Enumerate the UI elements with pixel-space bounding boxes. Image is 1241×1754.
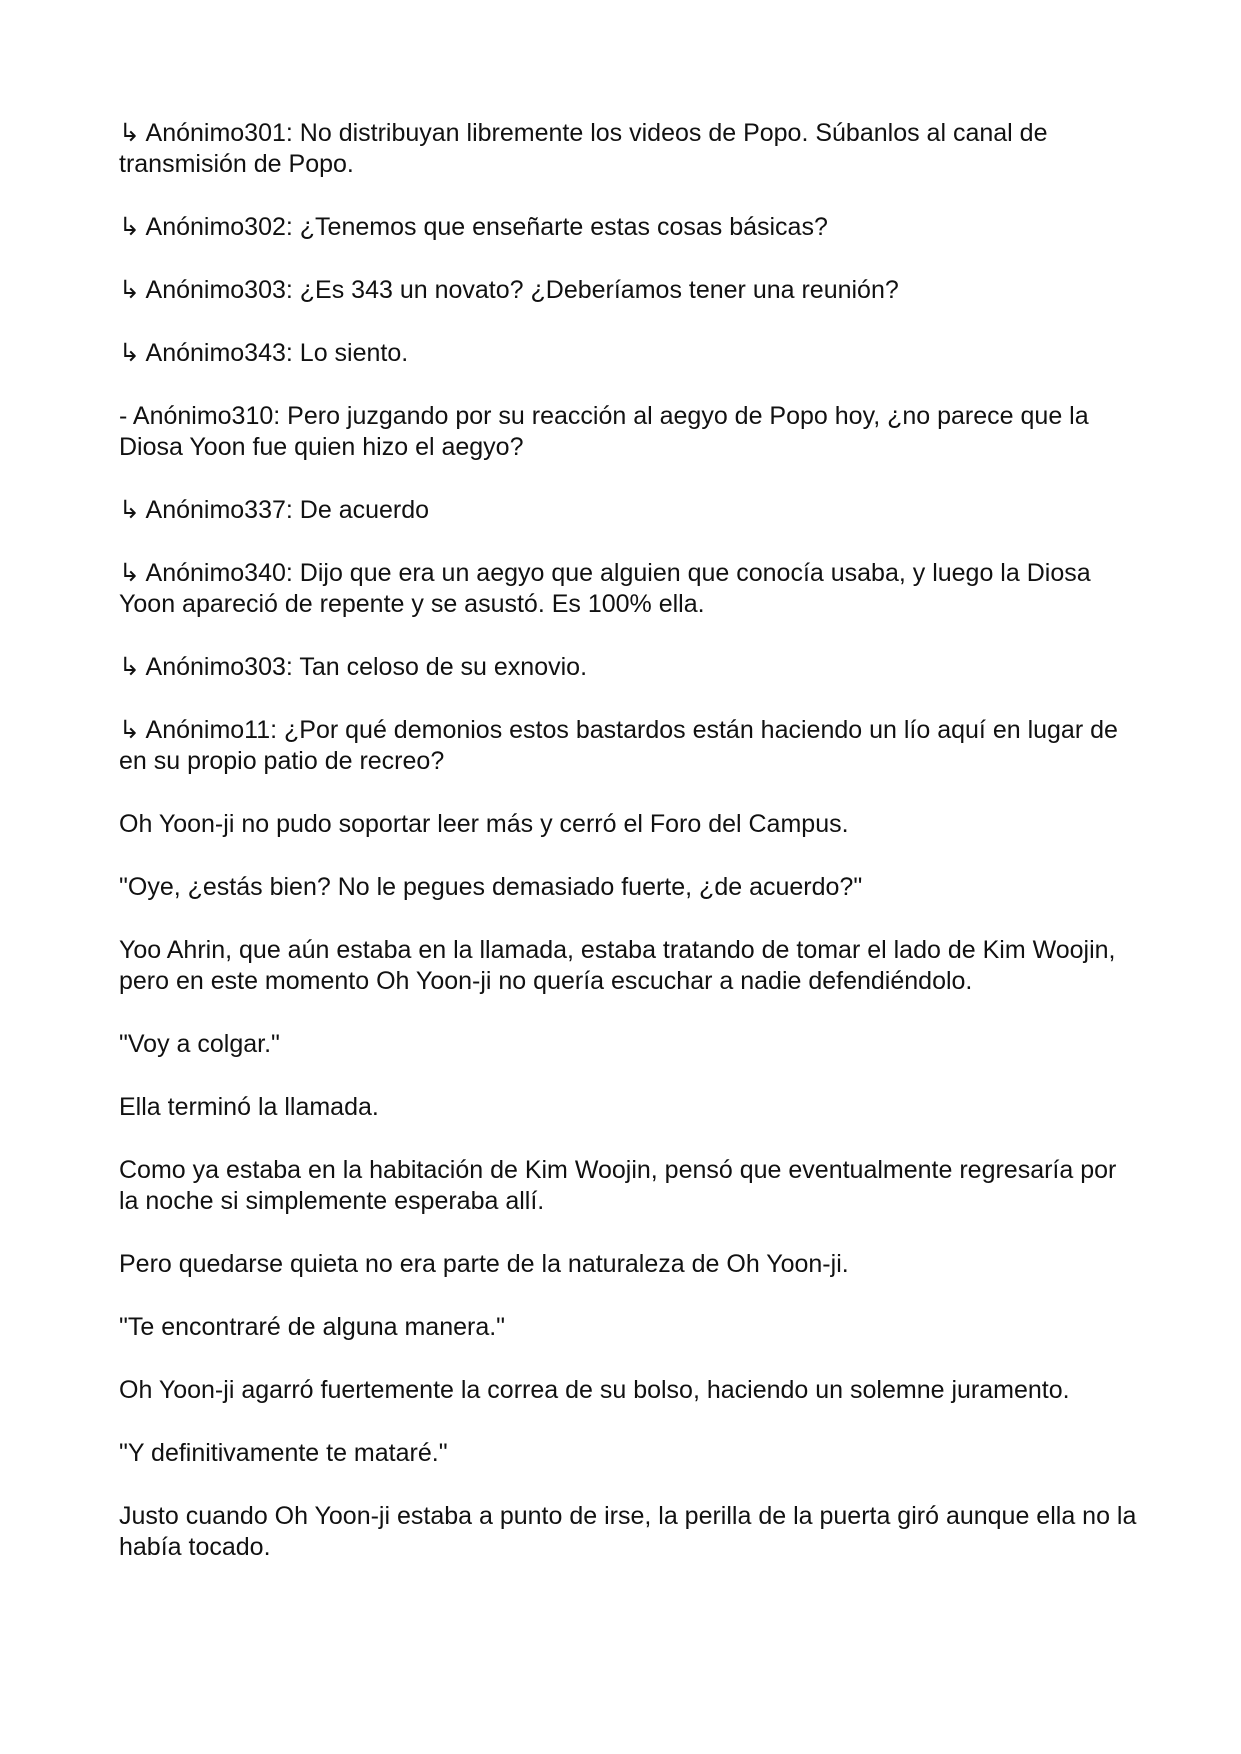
document-page <box>119 118 1139 1595</box>
dialogue-paragraph: "Y definitivamente te mataré." <box>119 1439 448 1467</box>
forum-reply: ↳ Anónimo343: Lo siento. <box>119 339 409 367</box>
forum-reply: ↳ Anónimo337: De acuerdo <box>119 496 430 524</box>
forum-reply: ↳ Anónimo303: ¿Es 343 un novato? ¿Deberíamos tener una reunión? <box>119 276 899 304</box>
narrative-paragraph: Oh Yoon-ji no pudo soportar leer más y cerró el Foro del Campus. <box>119 810 849 838</box>
dialogue-paragraph: "Te encontraré de alguna manera." <box>119 1313 506 1341</box>
forum-reply: ↳ Anónimo302: ¿Tenemos que enseñarte estas cosas básicas? <box>119 213 828 241</box>
forum-reply: ↳ Anónimo303: Tan celoso de su exnovio. <box>119 653 588 681</box>
dialogue-paragraph: "Oye, ¿estás bien? No le pegues demasiado fuerte, ¿de acuerdo?" <box>119 873 863 901</box>
forum-reply: ↳ Anónimo11: ¿Por qué demonios estos bastardos están haciendo un lío aquí en lugar de en su propio patio de recreo? <box>119 716 1118 775</box>
narrative-paragraph: Justo cuando Oh Yoon-ji estaba a punto de irse, la perilla de la puerta giró aunque ella no la había tocado. <box>119 1502 1137 1561</box>
narrative-paragraph: Ella terminó la llamada. <box>119 1093 379 1121</box>
forum-comment: - Anónimo310: Pero juzgando por su reacción al aegyo de Popo hoy, ¿no parece que la Diosa Yoon fue quien hizo el aegyo? <box>119 402 1089 461</box>
narrative-paragraph: Pero quedarse quieta no era parte de la naturaleza de Oh Yoon-ji. <box>119 1250 849 1278</box>
forum-reply: ↳ Anónimo301: No distribuyan libremente los videos de Popo. Súbanlos al canal de transmisión de Popo. <box>119 119 1048 178</box>
narrative-paragraph: Oh Yoon-ji agarró fuertemente la correa de su bolso, haciendo un solemne juramento. <box>119 1376 1070 1404</box>
forum-reply: ↳ Anónimo340: Dijo que era un aegyo que alguien que conocía usaba, y luego la Diosa Yoon apareció de repente y se asustó. Es 100% ella. <box>119 559 1091 618</box>
narrative-paragraph: Como ya estaba en la habitación de Kim Woojin, pensó que eventualmente regresaría por la noche si simplemente esperaba allí. <box>119 1156 1117 1215</box>
narrative-paragraph: Yoo Ahrin, que aún estaba en la llamada, estaba tratando de tomar el lado de Kim Woojin, pero en este momento Oh Yoon-ji no quería escuchar a nadie defendiéndolo. <box>119 936 1116 995</box>
dialogue-paragraph: "Voy a colgar." <box>119 1030 280 1058</box>
